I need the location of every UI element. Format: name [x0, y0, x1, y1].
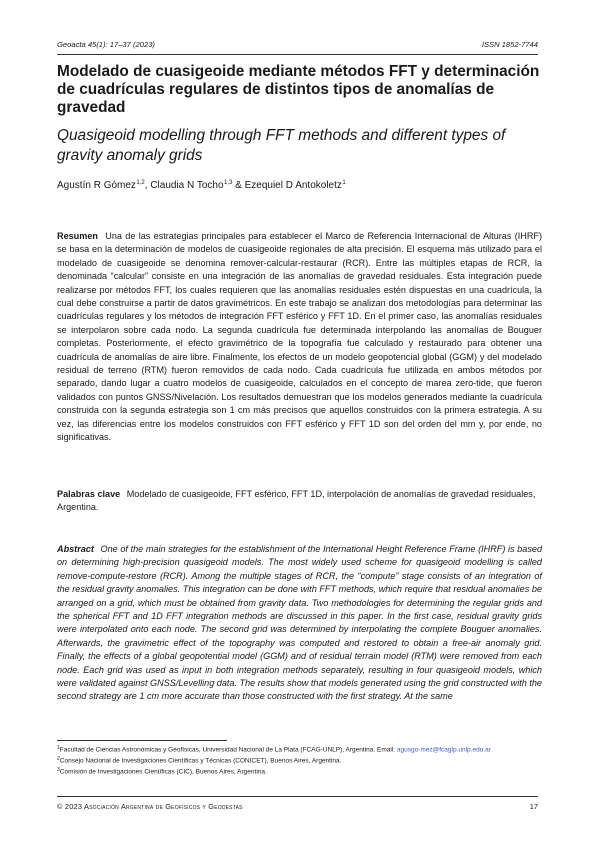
author: Ezequiel D Antokoletz$^1$: [244, 180, 346, 191]
abstract-section: [57, 543, 542, 704]
journal-citation: Geoacta 45(1): 17–37 (2023): [57, 40, 155, 49]
author-list: [57, 180, 542, 191]
resumen-text: Una de las estrategias principales para establecer el Marco de Referencia Internacional de Alturas (IHRF) se basa en la determinación de modelos de cuasigeoide regionales de alta precisión. El esquema más utilizado para el modelado de cuasigeoide se denomina remover-calcular-restaurar (RCR). Entre las múltiples etapas de RCR, la denominada “calcular” consiste en una integración de las anomalías de gravedad residuales. Esta integración puede realizarse por métodos FFT, los cuales requieren que las anomalías residuales estén dispuestas en una cuadrícula, la cual debe construirse a partir de datos gravimétricos. En este trabajo se analizan dos metodologías para determinar las cuadrículas regulares y los métodos de integración FFT esférico y FFT 1D. En el primer caso, las anomalías residuales se interpolaron sobre cada nodo. La segunda cuadrícula fue determinada interpolando las anomalías de Bouguer completas. Posteriormente, el efecto gravimétrico de la topografía fue calculado y restaurado para obtener una cuadrícula de anomalías de aire libre. Finalmente, los efectos de un modelo geopotencial global (GGM) y del modelado residual de terreno (RTM) fueron removidos de cada nodo. Cada cuadrícula fue utilizada en ambos métodos por separado, dando lugar a cuatro modelos de cuasigeoide, calculados en el concepto de marea zero-tide, que fueron validados con puntos GNSS/Nivelación. Los resultados demuestran que los modelos generados mediante la cuadrícula construida con la segunda estrategia son 1 cm más precisos que aquellos construidos con la primera estrategia. A su vez, las diferencias entre los modelos construidos con FFT esférico y FFT 1D son del orden del mm y, por ende, no significativas.: [57, 231, 542, 443]
resumen-section: [57, 230, 542, 445]
email-link[interactable]: agusgo-mez@fcaglp.unlp.edu.ar: [396, 746, 491, 754]
footnote: $^3$Comisión de Investigaciones Científicas (CIC), Buenos Aires, Argentina.: [57, 766, 267, 776]
page-footer: [57, 802, 538, 811]
header-rule: [57, 54, 538, 55]
footnote: $^2$Consejo Nacional de Investigaciones Científicas y Técnicas (CONICET), Buenos Aires, Argentina.: [57, 755, 342, 765]
title-english: Quasigeoid modelling through FFT methods and different types of gravity anomaly grids: [57, 127, 506, 164]
footnotes: [57, 744, 542, 776]
keywords-text: Modelado de cuasigeoide, FFT esférico, FFT 1D, interpolación de anomalías de gravedad residuales, Argentina.: [57, 489, 536, 513]
author-separator: &: [232, 180, 245, 191]
keywords-section: [57, 488, 542, 515]
copyright: © 2023 Asociación Argentina de Geofísicos y Geodestas: [57, 802, 243, 811]
running-head: [57, 40, 538, 52]
author: Agustín R Gómez$^{1,2}$: [57, 180, 145, 191]
author: Claudia N Tocho$^{1,3}$: [150, 180, 233, 191]
affiliation-mark: 1: [342, 180, 346, 186]
keywords-label: Palabras clave: [57, 489, 121, 499]
abstract-text: One of the main strategies for the establishment of the International Height Reference Frame (IHRF) is based on determining high-precision quasigeoid models. The most widely used scheme for quasigeoid modelling is called remove-compute-restore (RCR). Among the multiple stages of RCR, the “compute” stage consists of an integration of the residual gravity anomalies. This integration can be done with FFT methods, which require that residual anomalies be arranged on a grid, which must be obtained from gravity data. Two methodologies for determining the regular grids and the spherical FFT and 1D FFT integration methods are discussed in this paper. In the first case, residual gravity grids were interpolated onto each node. The second grid was determined by interpolating the complete Bouguer anomalies. Afterwards, the gravimetric effect of the topography was computed and restored to obtain a free-air anomaly grid. Finally, the effects of a global geopotential model (GGM) and of residual terrain model (RTM) were removed from each node. Each grid was used as input in both integration methods separately, resulting in four quasigeoid models, which were validated against GNSS/Levelling data. The results show that models generated using the grid constructed with the second strategy are 1 cm more accurate than those constructed with the first strategy. At the same: [57, 544, 542, 702]
author-separator: ,: [144, 180, 151, 191]
abstract-label: Abstract: [57, 544, 94, 554]
issn: ISSN 1852-7744: [481, 40, 538, 49]
resumen-label: Resumen: [57, 231, 98, 241]
page-number: 17: [529, 802, 538, 811]
affiliation-mark: 1,2: [136, 180, 145, 186]
footnote-rule: [57, 740, 227, 741]
affiliation-mark: 1,3: [224, 180, 233, 186]
footnote: $^1$Facultad de Ciencias Astronómicas y Geofísicas, Universidad Nacional de La Plata (FCAG-UNLP), Argentina. Email: agusgo-mez@fcaglp.unlp.edu.ar: [57, 745, 491, 754]
footer-rule: [57, 796, 538, 797]
title-spanish: Modelado de cuasigeoide mediante métodos FFT y determinación de cuadrículas regulares de distintos tipos de anomalías de gravedad: [57, 63, 540, 117]
